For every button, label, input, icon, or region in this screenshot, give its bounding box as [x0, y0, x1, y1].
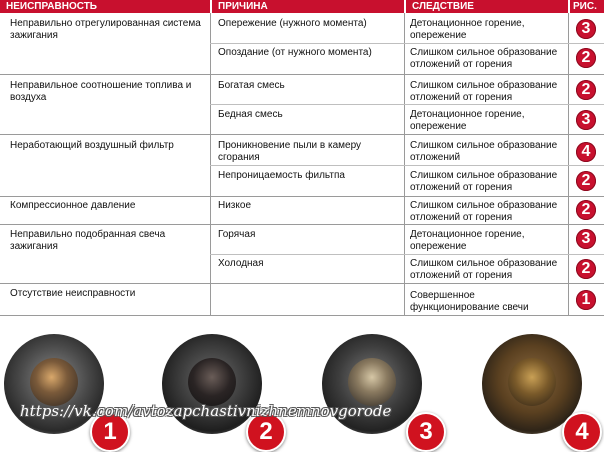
sub-row-divider	[210, 104, 604, 105]
figure-badge: 3	[576, 110, 596, 130]
watermark-url: https://vk.com/avtozapchastivnizhnemnovgorode	[20, 402, 392, 420]
effect-cell: Слишком сильное образование отложений	[410, 140, 558, 163]
spark-plug-electrode	[348, 358, 396, 406]
header-cause: ПРИЧИНА	[212, 0, 404, 13]
cause-cell: Богатая смесь	[218, 80, 285, 91]
figure-badge: 2	[576, 48, 596, 68]
photo-label-badge: 2	[246, 412, 286, 452]
sub-row-divider	[210, 43, 604, 44]
fault-cell: Неправильно отрегулированная система зажигания	[10, 18, 201, 41]
effect-cell: Слишком сильное образование отложений от горения	[410, 80, 558, 103]
fault-cell: Неработающий воздушный фильтр	[10, 140, 174, 151]
effect-cell: Слишком сильное образование отложений от горения	[410, 47, 558, 70]
cause-cell: Низкое	[218, 200, 252, 211]
fault-cell: Неправильное соотношение топлива и воздуха	[10, 80, 192, 103]
figure-badge: 2	[576, 171, 596, 191]
effect-cell: Слишком сильное образование отложений от горения	[410, 258, 558, 281]
cause-cell: Опережение (нужного момента)	[218, 18, 367, 29]
cause-cell: Холодная	[218, 258, 264, 269]
photo-label-badge: 1	[90, 412, 130, 452]
figure-badge: 4	[576, 142, 596, 162]
figure-badge: 1	[576, 290, 596, 310]
cause-cell: Бедная смесь	[218, 109, 283, 120]
figure-badge: 3	[576, 229, 596, 249]
cause-cell: Непроницаемость фильтпа	[218, 170, 345, 181]
cause-cell: Проникновение пыли в камеру сгорания	[218, 140, 362, 163]
effect-cell: Слишком сильное образование отложений от горения	[410, 170, 558, 193]
photo-label-badge: 4	[562, 412, 602, 452]
figure-badge: 2	[576, 200, 596, 220]
fault-cell: Отсутствие неисправности	[10, 288, 136, 299]
effect-cell: Детонационное горение, опережение	[410, 229, 525, 252]
effect-cell: Детонационное горение, опережение	[410, 109, 525, 132]
cause-cell: Горячая	[218, 229, 256, 240]
fault-cell: Неправильно подобранная свеча зажигания	[10, 229, 166, 252]
spark-plug-electrode	[508, 358, 556, 406]
fault-cell: Компрессионное давление	[10, 200, 136, 211]
cause-cell: Опоздание (от нужного момента)	[218, 47, 372, 58]
figure-badge: 2	[576, 259, 596, 279]
sub-row-divider	[210, 254, 604, 255]
photo-label-badge: 3	[406, 412, 446, 452]
effect-cell: Совершенное функционирование свечи	[410, 290, 529, 313]
figure-badge: 3	[576, 19, 596, 39]
header-fault: НЕИСПРАВНОСТЬ	[0, 0, 210, 13]
figure-badge: 2	[576, 80, 596, 100]
header-figure: РИС.	[570, 0, 604, 13]
spark-plug-electrode	[188, 358, 236, 406]
spark-plug-electrode	[30, 358, 78, 406]
effect-cell: Детонационное горение, опережение	[410, 18, 525, 41]
effect-cell: Слишком сильное образование отложений от горения	[410, 200, 558, 223]
header-effect: СЛЕДСТВИЕ	[406, 0, 568, 13]
sub-row-divider	[210, 165, 604, 166]
spark-plug-photos	[0, 316, 604, 445]
